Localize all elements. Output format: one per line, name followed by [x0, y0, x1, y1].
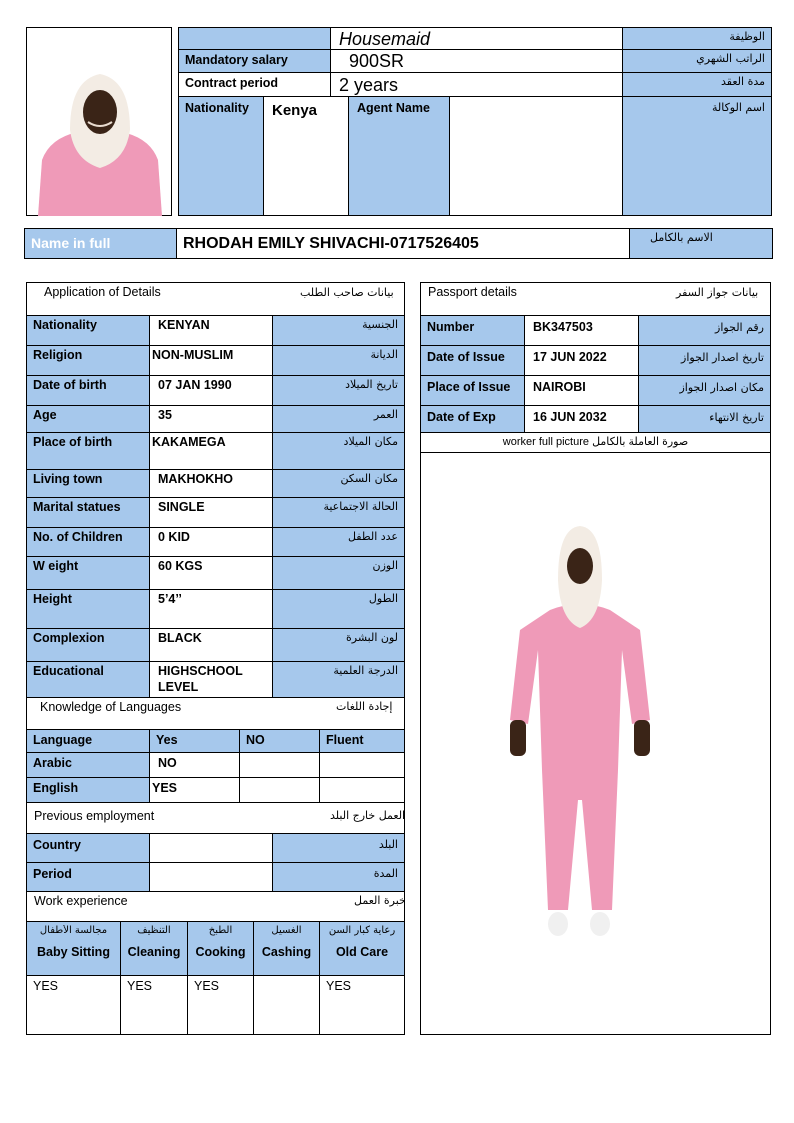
salary-label: Mandatory salary	[178, 49, 331, 73]
languages-row-language: Arabic	[26, 752, 150, 778]
languages-row-fluent	[319, 752, 405, 778]
application-row-label-ar: لون البشرة	[272, 628, 405, 662]
full-picture-caption: worker full picture صورة العاملة بالكامل	[420, 432, 771, 453]
contract-label-ar: مدة العقد	[622, 72, 772, 97]
experience-header-label: Old Care	[335, 945, 389, 959]
application-row-value: 5’4’’	[149, 589, 273, 629]
passport-row-value: 17 JUN 2022	[524, 345, 639, 376]
application-row-label-ar: الديانة	[272, 345, 405, 376]
previous-row-value	[149, 833, 273, 863]
experience-value-cell: YES	[120, 975, 188, 1035]
name-label: Name in full	[24, 228, 177, 259]
experience-header-cell	[187, 921, 254, 976]
agent-label: Agent Name	[348, 96, 450, 216]
application-row-label: Educational	[26, 661, 150, 698]
application-row-value: 07 JAN 1990	[149, 375, 273, 406]
application-row-label: Date of birth	[26, 375, 150, 406]
application-row-label-ar: الحالة الاجتماعية	[272, 497, 405, 528]
application-row-label: Religion	[26, 345, 150, 376]
application-row-value: 0 KID	[149, 527, 273, 557]
previous-row-value	[149, 862, 273, 892]
experience-title-ar: خبرة العمل	[354, 894, 406, 907]
previous-title: Previous employment	[34, 809, 155, 823]
passport-row-label: Date of Exp	[420, 405, 525, 436]
languages-header-cell: Yes	[149, 729, 240, 753]
previous-row-label-ar: المدة	[272, 862, 405, 892]
application-row-label: Height	[26, 589, 150, 629]
application-row-label: Complexion	[26, 628, 150, 662]
passport-row-label: Number	[420, 315, 525, 346]
application-row-label: No. of Children	[26, 527, 150, 557]
languages-header-cell: NO	[239, 729, 320, 753]
previous-row-label: Country	[26, 833, 150, 863]
salary-label-ar: الراتب الشهري	[622, 49, 772, 73]
experience-header-ar: مجالسة الأطفال	[39, 925, 108, 936]
application-title: Application of Details	[44, 285, 161, 299]
application-row-label: Living town	[26, 469, 150, 498]
experience-header-ar: الطبخ	[208, 925, 233, 936]
application-row-value: 35	[149, 405, 273, 433]
previous-row-label: Period	[26, 862, 150, 892]
passport-row-value: NAIROBI	[524, 375, 639, 406]
passport-title-ar: بيانات جواز السفر	[676, 286, 759, 299]
contract-value: 2 years	[330, 72, 623, 97]
experience-header-label: Cooking	[195, 945, 246, 959]
application-row-value: KAKAMEGA	[149, 432, 273, 470]
agent-label-ar: اسم الوكالة	[622, 96, 772, 216]
passport-title: Passport details	[428, 285, 517, 299]
passport-row-label-ar: تاريخ الانتهاء	[638, 405, 771, 436]
application-row-label: Place of birth	[26, 432, 150, 470]
experience-header-cell	[26, 921, 121, 976]
nationality-label: Nationality	[178, 96, 264, 216]
application-row-value: NON-MUSLIM	[149, 345, 273, 376]
application-row-label-ar: الجنسية	[272, 315, 405, 346]
experience-header-cell	[253, 921, 320, 976]
languages-row-yes: NO	[149, 752, 240, 778]
application-row-label-ar: الدرجة العلمية	[272, 661, 405, 698]
languages-row-language: English	[26, 777, 150, 803]
application-row-value: 60 KGS	[149, 556, 273, 590]
application-row-label-ar: مكان السكن	[272, 469, 405, 498]
languages-title: Knowledge of Languages	[40, 700, 182, 714]
application-row-value: MAKHOKHO	[149, 469, 273, 498]
position-label-cell	[178, 27, 331, 50]
experience-value-cell	[253, 975, 320, 1035]
portrait-photo	[30, 60, 170, 216]
passport-row-label: Place of Issue	[420, 375, 525, 406]
experience-header-cell	[319, 921, 405, 976]
application-row-value: SINGLE	[149, 497, 273, 528]
name-label-ar: الاسم بالكامل	[629, 228, 773, 259]
salary-value: 900SR	[330, 49, 623, 73]
languages-title-ar: إجادة اللغات	[336, 700, 393, 713]
application-row-label-ar: الطول	[272, 589, 405, 629]
languages-row-fluent	[319, 777, 405, 803]
experience-header-cell	[120, 921, 188, 976]
application-row-value: KENYAN	[149, 315, 273, 346]
passport-row-value: 16 JUN 2032	[524, 405, 639, 436]
position-value: Housemaid	[330, 27, 623, 50]
languages-row-no	[239, 777, 320, 803]
experience-header-label: Cleaning	[127, 945, 181, 959]
experience-header-ar: التنظيف	[137, 925, 171, 936]
nationality-value: Kenya	[263, 96, 349, 216]
experience-header-ar: الغسيل	[271, 925, 302, 936]
application-row-label: Nationality	[26, 315, 150, 346]
passport-row-value: BK347503	[524, 315, 639, 346]
application-row-label-ar: عدد الطفل	[272, 527, 405, 557]
languages-row-yes: YES	[149, 777, 240, 803]
languages-header-cell: Language	[26, 729, 150, 753]
passport-row-label: Date of Issue	[420, 345, 525, 376]
contract-label: Contract period	[178, 72, 331, 97]
experience-header-label: Baby Sitting	[37, 945, 110, 959]
application-row-label: W eight	[26, 556, 150, 590]
agent-value	[449, 96, 623, 216]
application-row-label-ar: مكان الميلاد	[272, 432, 405, 470]
languages-header-cell: Fluent	[319, 729, 405, 753]
application-title-ar: بيانات صاحب الطلب	[300, 286, 394, 299]
passport-row-label-ar: رقم الجواز	[638, 315, 771, 346]
previous-row-label-ar: البلد	[272, 833, 405, 863]
previous-title-ar: العمل خارج البلد	[330, 809, 406, 822]
experience-header-ar: رعاية كبار السن	[328, 925, 396, 936]
experience-header-label: Cashing	[261, 945, 312, 959]
name-value: RHODAH EMILY SHIVACHI-0717526405	[176, 228, 630, 259]
experience-value-cell: YES	[187, 975, 254, 1035]
experience-value-cell: YES	[26, 975, 121, 1035]
languages-row-no	[239, 752, 320, 778]
experience-value-cell: YES	[319, 975, 405, 1035]
application-row-label: Age	[26, 405, 150, 433]
application-row-value: HIGHSCHOOL LEVEL	[149, 661, 273, 698]
passport-row-label-ar: مكان اصدار الجواز	[638, 375, 771, 406]
application-row-label-ar: العمر	[272, 405, 405, 433]
application-row-label: Marital statues	[26, 497, 150, 528]
passport-row-label-ar: تاريخ اصدار الجواز	[638, 345, 771, 376]
application-row-label-ar: تاريخ الميلاد	[272, 375, 405, 406]
full-body-photo	[500, 520, 660, 950]
experience-title: Work experience	[34, 894, 128, 908]
position-label-ar: الوظيفة	[622, 27, 772, 50]
application-row-label-ar: الوزن	[272, 556, 405, 590]
application-row-value: BLACK	[149, 628, 273, 662]
